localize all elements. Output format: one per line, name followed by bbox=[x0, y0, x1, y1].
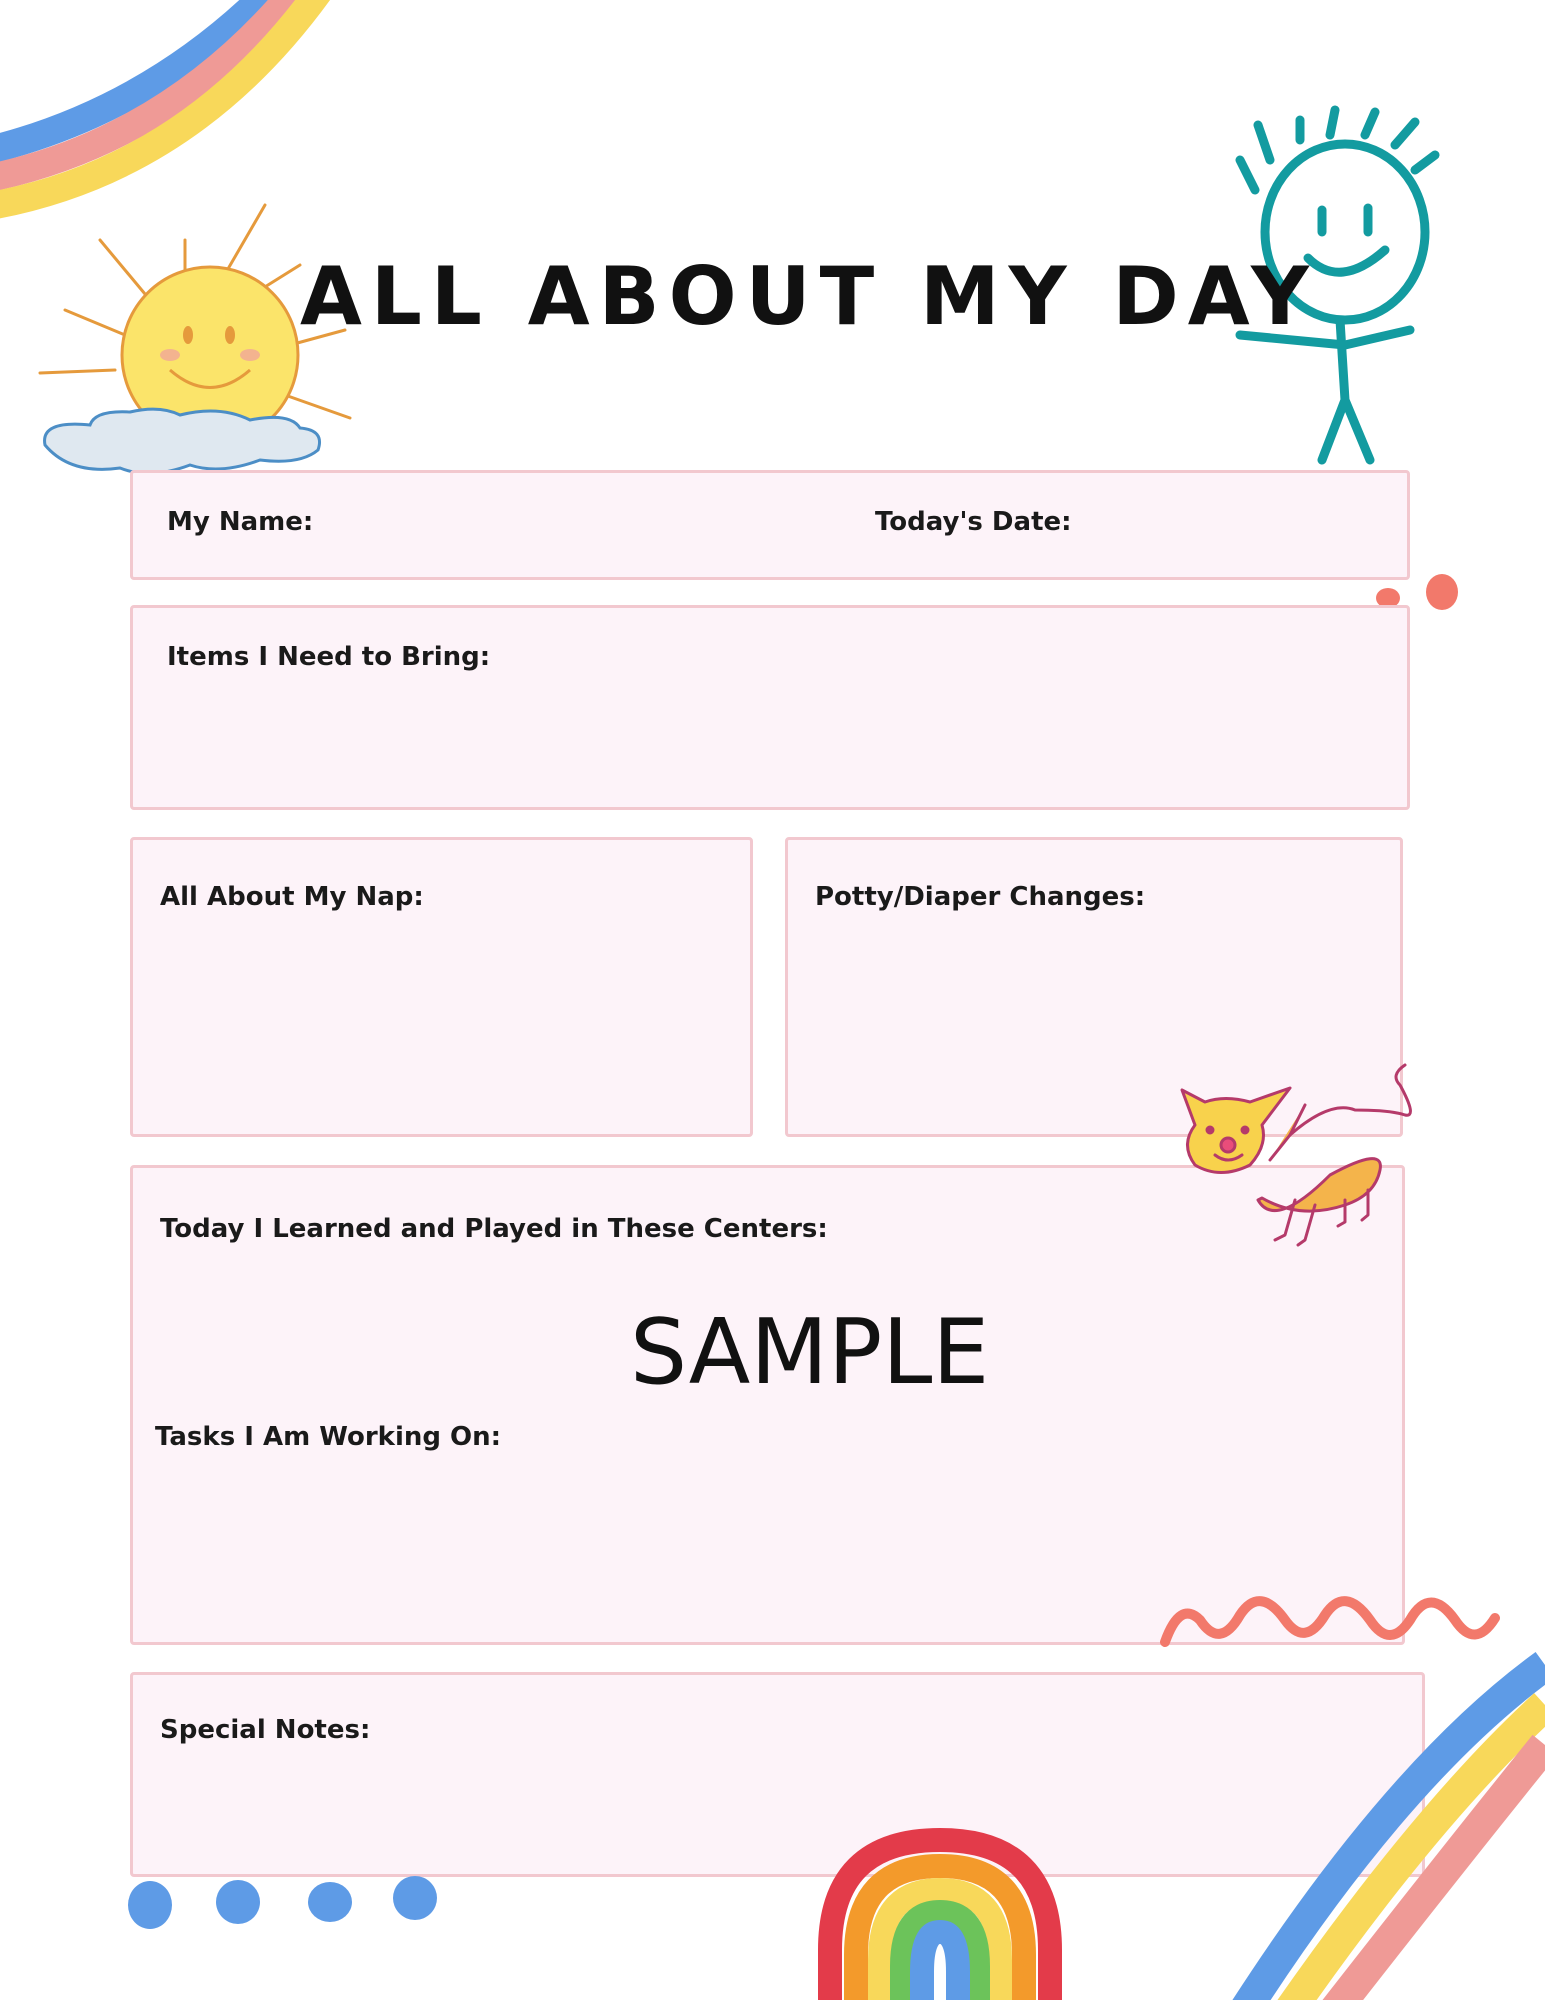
name-label: My Name: bbox=[167, 507, 314, 537]
nap-label: All About My Nap: bbox=[160, 882, 424, 912]
date-label: Today's Date: bbox=[875, 507, 1072, 537]
centers-label: Today I Learned and Played in These Centers: bbox=[160, 1214, 828, 1244]
page-title: ALL ABOUT MY DAY bbox=[300, 250, 1318, 343]
name-date-box[interactable] bbox=[130, 470, 1410, 580]
notes-box[interactable] bbox=[130, 1672, 1425, 1877]
notes-label: Special Notes: bbox=[160, 1715, 371, 1745]
rainbow-stripes-top-left bbox=[0, 0, 320, 206]
tasks-label: Tasks I Am Working On: bbox=[155, 1422, 502, 1452]
items-label: Items I Need to Bring: bbox=[167, 642, 491, 672]
items-box[interactable] bbox=[130, 605, 1410, 810]
cloud-icon bbox=[45, 409, 320, 473]
potty-label: Potty/Diaper Changes: bbox=[815, 882, 1146, 912]
sample-watermark: SAMPLE bbox=[630, 1300, 990, 1405]
